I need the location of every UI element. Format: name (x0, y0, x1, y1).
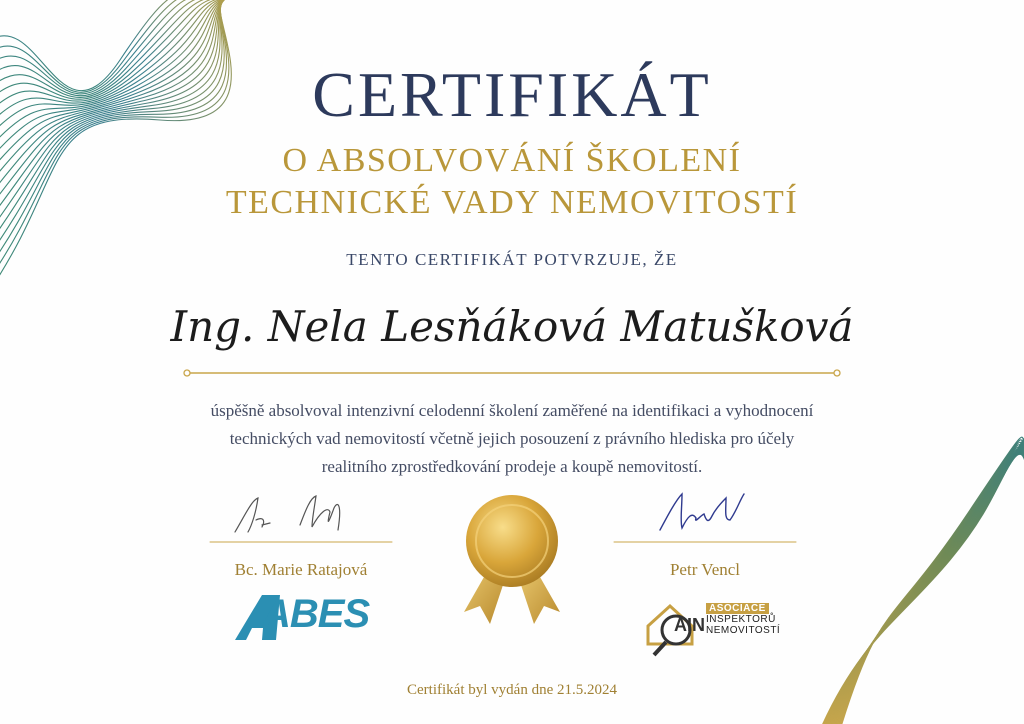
body-line-3: realitního zprostředkování prodeje a koupě nemovitostí. (321, 457, 703, 476)
wave-line (0, 0, 229, 278)
body-line-1: úspěšně absolvoval intenzivní celodenní školení zaměřené na identifikaci a vyhodnocení (210, 401, 814, 420)
subtitle-line-2: TECHNICKÉ VADY NEMOVITOSTÍ (225, 184, 799, 221)
wave-line (0, 0, 226, 266)
right-signature (614, 494, 796, 542)
abes-logo-text: ABES (262, 592, 370, 636)
subtitle-line-1: O ABSOLVOVÁNÍ ŠKOLENÍ (282, 142, 742, 179)
name-underline (184, 370, 840, 376)
ain-logo-line-1: INSPEKTORŮ (706, 614, 776, 625)
ain-logo-line-2: NEMOVITOSTÍ (706, 625, 781, 636)
left-signatory-name: Bc. Marie Ratajová (234, 560, 368, 579)
left-signature (210, 496, 392, 542)
certificate-body (140, 397, 884, 481)
issue-date: Certifikát byl vydán dne 21.5.2024 (407, 682, 617, 698)
body-line-2: technických vad nemovitostí včetně jejich posouzení z právního hlediska pro účely (229, 429, 795, 448)
ain-logo-text (706, 603, 780, 636)
ain-logo-tag: ASOCIACE (706, 603, 769, 614)
recipient-name: Ing. Nela Lesňáková Matušková (170, 302, 854, 351)
ain-logo-mark: AIN (674, 615, 705, 635)
right-signatory-name: Petr Vencl (669, 560, 741, 579)
confirmation-text: TENTO CERTIFIKÁT POTVRZUJE, ŽE (346, 250, 678, 269)
certificate-title: CERTIFIKÁT (312, 59, 712, 130)
gold-medal-icon (464, 495, 560, 624)
